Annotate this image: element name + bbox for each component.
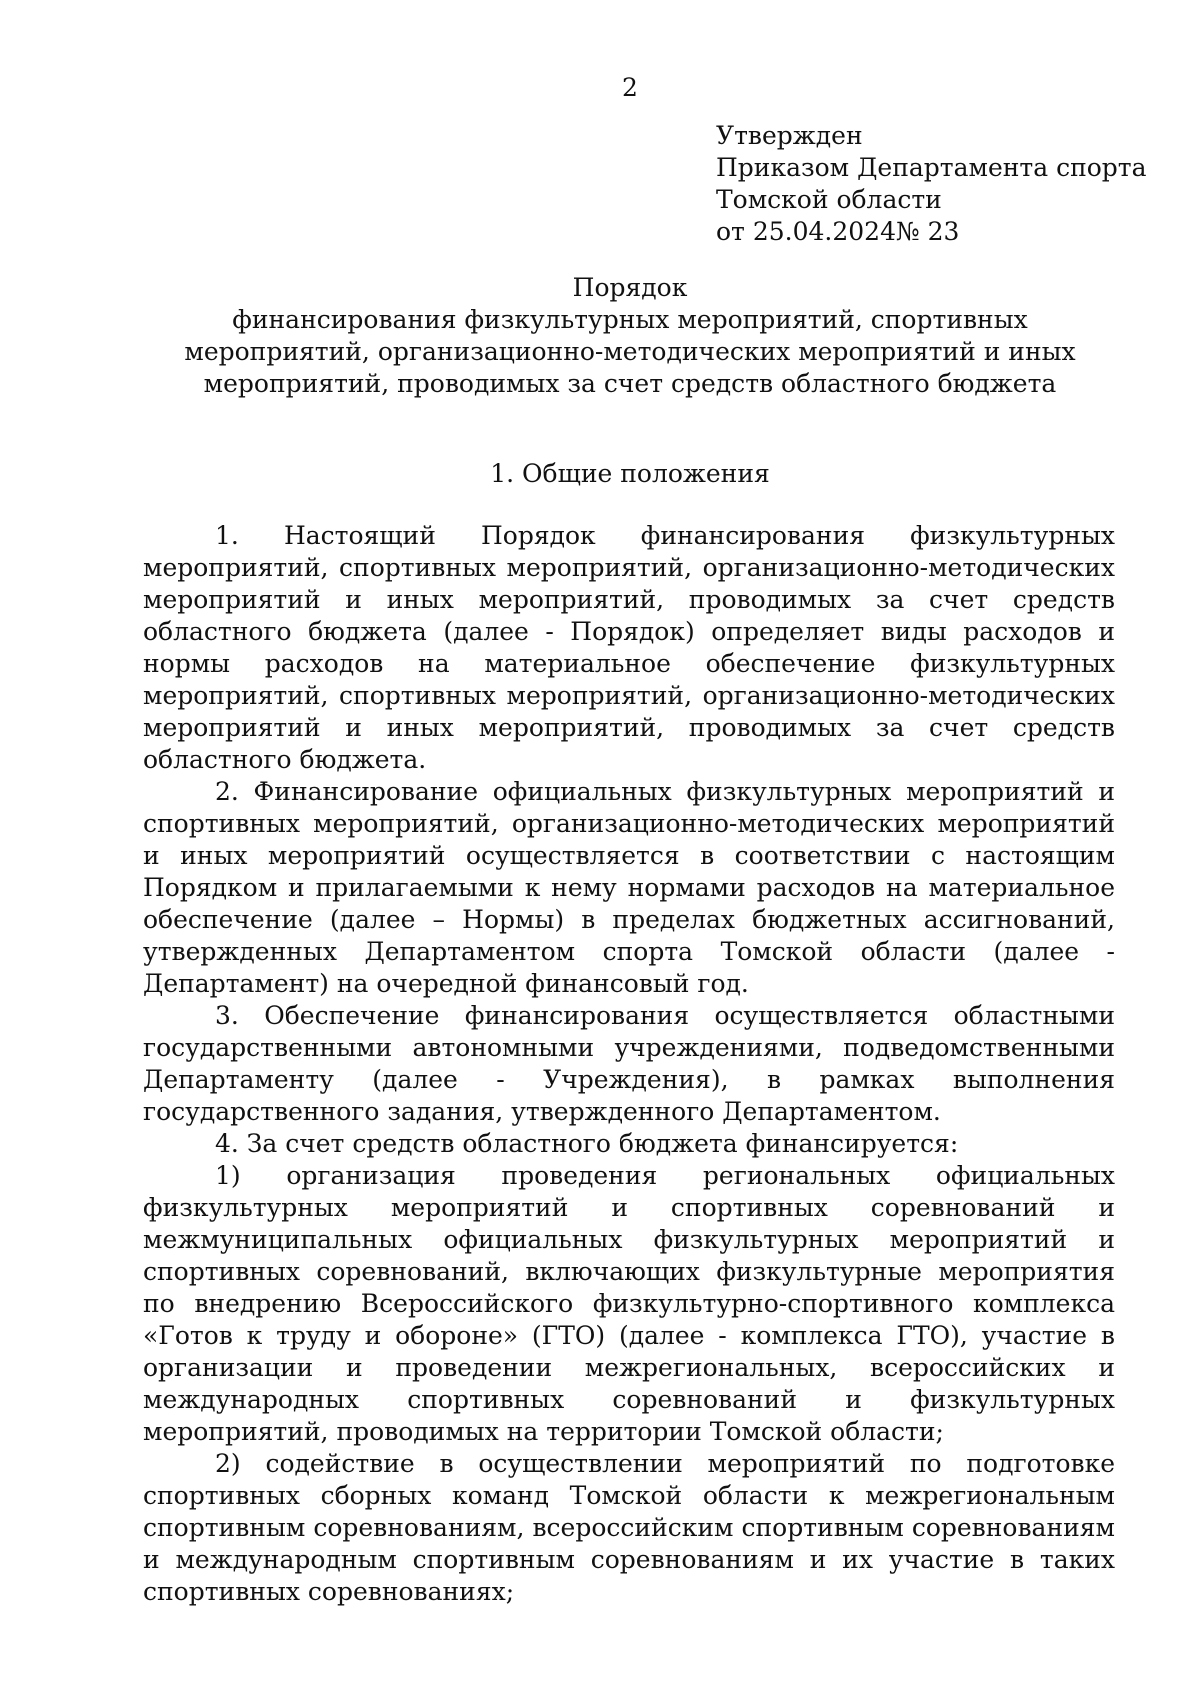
paragraph: 3. Обеспечение финансирования осуществляется областными государственными автономными учреждениями, подведомственными Департаменту (далее - Учреждения), в рамках выполнения государственного задания, утвержденного Департаментом.: [143, 1001, 1115, 1126]
paragraph: 1. Настоящий Порядок финансирования физкультурных мероприятий, спортивных мероприятий, организационно-методических мероприятий и иных мероприятий, проводимых за счет средств областного бюджета (далее - Порядок) определяет виды расходов и нормы расходов на материальное обеспечение физкультурных мероприятий, спортивных мероприятий, организационно-методических мероприятий и иных мероприятий, проводимых за счет средств областного бюджета.: [143, 521, 1115, 774]
paragraph: 2. Финансирование официальных физкультурных мероприятий и спортивных мероприятий, организационно-методических мероприятий и иных мероприятий осуществляется в соответствии с настоящим Порядком и прилагаемыми к нему нормами расходов на материальное обеспечение (далее – Нормы) в пределах бюджетных ассигнований, утвержденных Департаментом спорта Томской области (далее - Департамент) на очередной финансовый год.: [143, 777, 1115, 998]
title-heading: Порядок: [572, 273, 688, 302]
document-title: [0, 272, 1200, 400]
approval-block: [716, 120, 1186, 248]
approval-line: Утвержден: [716, 121, 863, 150]
approval-line: Томской области: [716, 185, 942, 214]
document-body: [143, 520, 1115, 1608]
paragraph: 4. За счет средств областного бюджета финансируется:: [215, 1129, 959, 1158]
section-heading: 1. Общие положения: [490, 459, 770, 488]
approval-date: от 25.04.2024№ 23: [716, 217, 960, 246]
list-item: 1) организация проведения региональных официальных физкультурных мероприятий и спортивных соревнований и межмуниципальных официальных физкультурных мероприятий и спортивных соревнований, включающих физкультурные мероприятия по внедрению Всероссийского физкультурно-спортивного комплекса «Готов к труду и обороне» (ГТО) (далее - комплекса ГТО), участие в организации и проведении межрегиональных, всероссийских и международных спортивных соревнований и физкультурных мероприятий, проводимых на территории Томской области;: [143, 1161, 1115, 1446]
list-item: 2) содействие в осуществлении мероприятий по подготовке спортивных сборных команд Томской области к межрегиональным спортивным соревнованиям, всероссийским спортивным соревнованиям и международным спортивным соревнованиям и их участие в таких спортивных соревнованиях;: [143, 1449, 1115, 1606]
title-line: финансирования физкультурных мероприятий, спортивных: [232, 305, 1028, 334]
title-line: мероприятий, проводимых за счет средств областного бюджета: [203, 369, 1057, 398]
approval-line: Приказом Департамента спорта: [716, 153, 1147, 182]
title-line: мероприятий, организационно-методических мероприятий и иных: [184, 337, 1076, 366]
page-number: 2: [622, 73, 638, 102]
